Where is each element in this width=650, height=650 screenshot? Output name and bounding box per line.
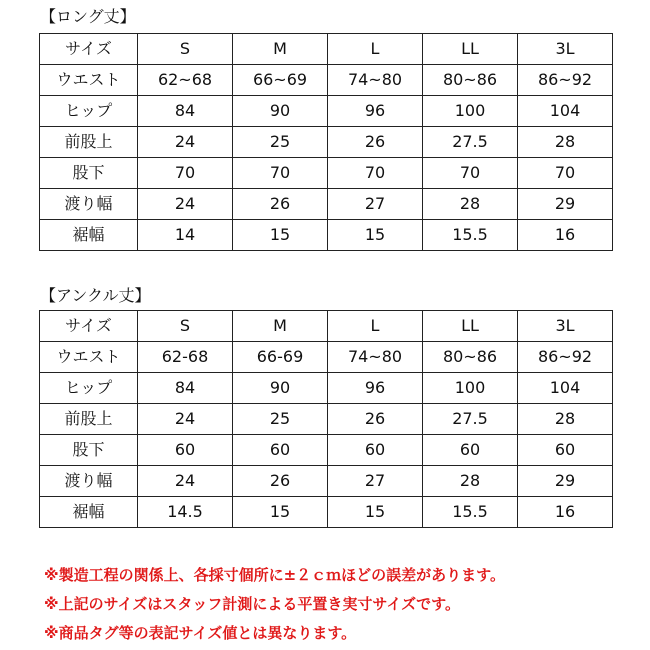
table-row [40, 435, 613, 466]
table-cell: 62~68 [138, 65, 233, 96]
table-cell: 28 [423, 466, 518, 497]
row-label: 股下 [40, 158, 138, 189]
row-label: 股下 [40, 435, 138, 466]
header-cell: LL [423, 34, 518, 65]
table-cell: 100 [423, 96, 518, 127]
row-label: ウエスト [40, 65, 138, 96]
header-cell: S [138, 34, 233, 65]
row-label: 渡り幅 [40, 466, 138, 497]
table-cell: 70 [138, 158, 233, 189]
table-cell: 16 [518, 220, 613, 251]
header-cell: M [233, 311, 328, 342]
header-cell: M [233, 34, 328, 65]
table-cell: 25 [233, 404, 328, 435]
table-cell: 66-69 [233, 342, 328, 373]
long-length-size-table [39, 33, 613, 251]
table-cell: 29 [518, 466, 613, 497]
table-cell: 84 [138, 373, 233, 404]
ankle-length-title: 【アンクル丈】 [40, 286, 151, 305]
row-label: 渡り幅 [40, 189, 138, 220]
table-cell: 14.5 [138, 497, 233, 528]
table-cell: 27 [328, 466, 423, 497]
row-label: ウエスト [40, 342, 138, 373]
table-cell: 80~86 [423, 342, 518, 373]
table-cell: 24 [138, 127, 233, 158]
header-cell: サイズ [40, 311, 138, 342]
table-row [40, 127, 613, 158]
table-cell: 29 [518, 189, 613, 220]
table-cell: 86~92 [518, 342, 613, 373]
table-cell: 24 [138, 189, 233, 220]
table-cell: 96 [328, 373, 423, 404]
table-row [40, 497, 613, 528]
table-cell: 26 [328, 404, 423, 435]
table-cell: 90 [233, 373, 328, 404]
table-cell: 100 [423, 373, 518, 404]
row-label: 前股上 [40, 127, 138, 158]
table-cell: 15 [328, 220, 423, 251]
table-cell: 28 [423, 189, 518, 220]
table-row [40, 189, 613, 220]
header-cell: S [138, 311, 233, 342]
table-cell: 74~80 [328, 342, 423, 373]
table-row [40, 96, 613, 127]
table-header-row [40, 34, 613, 65]
table-cell: 60 [233, 435, 328, 466]
table-cell: 25 [233, 127, 328, 158]
table-cell: 96 [328, 96, 423, 127]
long-length-title: 【ロング丈】 [40, 7, 136, 26]
table-cell: 104 [518, 96, 613, 127]
table-cell: 27.5 [423, 404, 518, 435]
row-label: 裾幅 [40, 497, 138, 528]
note-measurement-tolerance: ※製造工程の関係上、各採寸個所に±２ｃｍほどの誤差があります。 [44, 566, 505, 584]
table-cell: 60 [138, 435, 233, 466]
table-cell: 86~92 [518, 65, 613, 96]
table-cell: 24 [138, 466, 233, 497]
table-cell: 70 [233, 158, 328, 189]
ankle-length-size-table [39, 310, 613, 528]
row-label: ヒップ [40, 96, 138, 127]
notes-block [44, 561, 505, 648]
table-cell: 60 [518, 435, 613, 466]
note-flat-measurement: ※上記のサイズはスタッフ計測による平置き実寸サイズです。 [44, 595, 460, 613]
table-cell: 60 [423, 435, 518, 466]
table-cell: 15.5 [423, 497, 518, 528]
table-cell: 70 [328, 158, 423, 189]
table-row [40, 65, 613, 96]
row-label: 前股上 [40, 404, 138, 435]
table-cell: 26 [233, 189, 328, 220]
table-cell: 70 [518, 158, 613, 189]
table-cell: 80~86 [423, 65, 518, 96]
table-row [40, 373, 613, 404]
table-cell: 15 [233, 220, 328, 251]
header-cell: 3L [518, 311, 613, 342]
table-cell: 28 [518, 127, 613, 158]
table-cell: 70 [423, 158, 518, 189]
table-cell: 60 [328, 435, 423, 466]
table-cell: 15.5 [423, 220, 518, 251]
table-cell: 15 [328, 497, 423, 528]
table-cell: 27 [328, 189, 423, 220]
table-header-row [40, 311, 613, 342]
table-cell: 66~69 [233, 65, 328, 96]
header-cell: L [328, 311, 423, 342]
header-cell: LL [423, 311, 518, 342]
table-cell: 15 [233, 497, 328, 528]
table-cell: 14 [138, 220, 233, 251]
table-cell: 84 [138, 96, 233, 127]
table-cell: 28 [518, 404, 613, 435]
note-tag-size-differs: ※商品タグ等の表記サイズ値とは異なります。 [44, 624, 357, 642]
table-cell: 74~80 [328, 65, 423, 96]
table-cell: 26 [328, 127, 423, 158]
table-cell: 104 [518, 373, 613, 404]
table-cell: 27.5 [423, 127, 518, 158]
row-label: 裾幅 [40, 220, 138, 251]
table-row [40, 342, 613, 373]
header-cell: L [328, 34, 423, 65]
header-cell: 3L [518, 34, 613, 65]
table-cell: 26 [233, 466, 328, 497]
table-cell: 62-68 [138, 342, 233, 373]
table-cell: 16 [518, 497, 613, 528]
table-row [40, 466, 613, 497]
table-row [40, 404, 613, 435]
header-cell: サイズ [40, 34, 138, 65]
table-row [40, 220, 613, 251]
table-row [40, 158, 613, 189]
row-label: ヒップ [40, 373, 138, 404]
table-cell: 24 [138, 404, 233, 435]
table-cell: 90 [233, 96, 328, 127]
